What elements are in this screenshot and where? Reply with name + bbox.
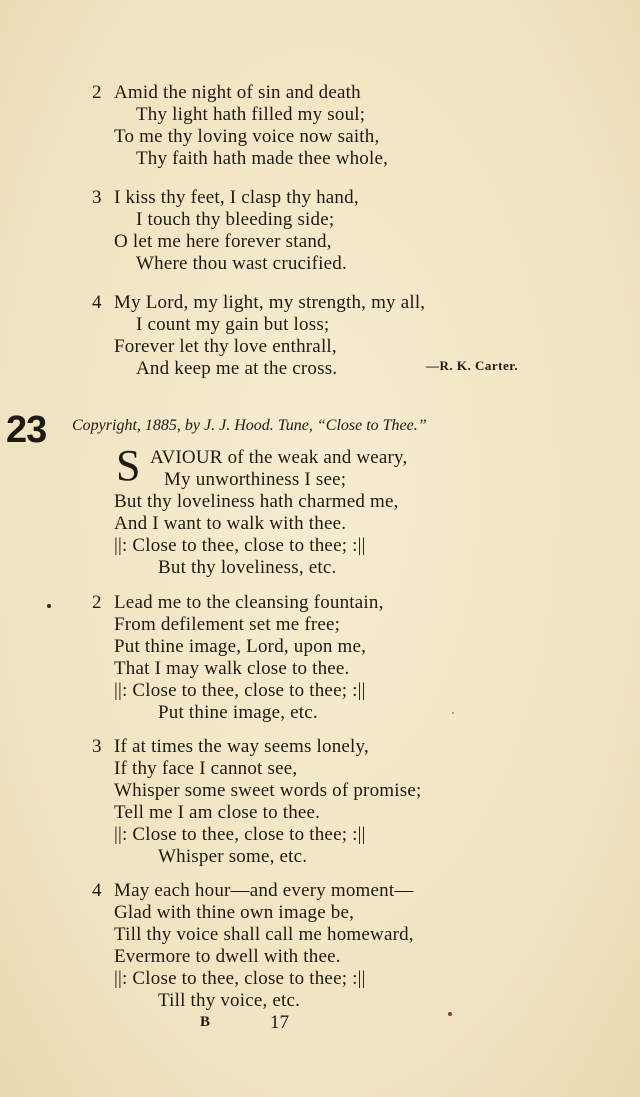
ink-speck [448, 1012, 452, 1016]
stanza-line: 3 I kiss thy feet, I clasp thy hand, [92, 187, 359, 208]
stanza-number: 3 [92, 187, 102, 208]
stanza-number: 4 [92, 880, 102, 901]
stanza-line: Forever let thy love enthrall, [114, 336, 337, 357]
stanza-number: 4 [92, 292, 102, 313]
stanza-line: 4 May each hour—and every moment— [92, 880, 414, 901]
refrain-line: ||: Close to thee, close to thee; :|| [114, 535, 366, 556]
stanza-number: 2 [92, 592, 102, 613]
refrain-line: Whisper some, etc. [158, 846, 308, 867]
stanza-line: 3 If at times the way seems lonely, [92, 736, 369, 757]
stanza-line: Whisper some sweet words of promise; [114, 780, 422, 801]
refrain-line: ||: Close to thee, close to thee; :|| [114, 680, 366, 701]
stanza-line: If thy face I cannot see, [114, 758, 298, 779]
stanza-line: But thy loveliness hath charmed me, [114, 491, 399, 512]
stanza-number: 3 [92, 736, 102, 757]
stanza-line: Where thou wast crucified. [136, 253, 347, 274]
stanza-line: 4 My Lord, my light, my strength, my all, [92, 292, 426, 313]
refrain-line: But thy loveliness, etc. [158, 557, 337, 578]
stanza-line: 2 Lead me to the cleansing fountain, [92, 592, 384, 613]
refrain-line: Till thy voice, etc. [158, 990, 301, 1011]
hymn-header: Copyright, 1885, by J. J. Hood. Tune, “Close to Thee.” [72, 417, 427, 434]
stanza-line: To me thy loving voice now saith, [114, 126, 380, 147]
drop-cap: S [116, 441, 141, 490]
ink-speck [47, 604, 51, 608]
ink-speck [452, 712, 454, 714]
stanza-line: AVIOUR of the weak and weary, [150, 447, 408, 468]
stanza-number: 2 [92, 82, 102, 103]
stanza-line: Till thy voice shall call me homeward, [114, 924, 414, 945]
stanza-line: O let me here forever stand, [114, 231, 332, 252]
refrain-line: Put thine image, etc. [158, 702, 318, 723]
stanza-line: My unworthiness I see; [164, 469, 347, 490]
author-attribution: —R. K. Carter. [426, 358, 519, 373]
hymn-number: 23 [6, 409, 47, 451]
page-number: 17 [270, 1012, 289, 1033]
stanza-line: From defilement set me free; [114, 614, 341, 635]
stanza-line: That I may walk close to thee. [114, 658, 350, 679]
stanza-line: I count my gain but loss; [136, 314, 330, 335]
stanza-line: I touch thy bleeding side; [136, 209, 335, 230]
stanza-line: Thy faith hath made thee whole, [136, 148, 389, 169]
stanza-line: Tell me I am close to thee. [114, 802, 321, 823]
refrain-line: ||: Close to thee, close to thee; :|| [114, 968, 366, 989]
stanza-line: And I want to walk with thee. [114, 513, 347, 534]
stanza-line: 2 Amid the night of sin and death [92, 82, 361, 103]
stanza-line: Put thine image, Lord, upon me, [114, 636, 367, 657]
stanza-line: Glad with thine own image be, [114, 902, 355, 923]
printer-signature: B [200, 1014, 211, 1030]
stanza-line: Evermore to dwell with thee. [114, 946, 341, 967]
stanza-line: Thy light hath filled my soul; [136, 104, 366, 125]
refrain-line: ||: Close to thee, close to thee; :|| [114, 824, 366, 845]
stanza-line: And keep me at the cross. [136, 358, 338, 379]
